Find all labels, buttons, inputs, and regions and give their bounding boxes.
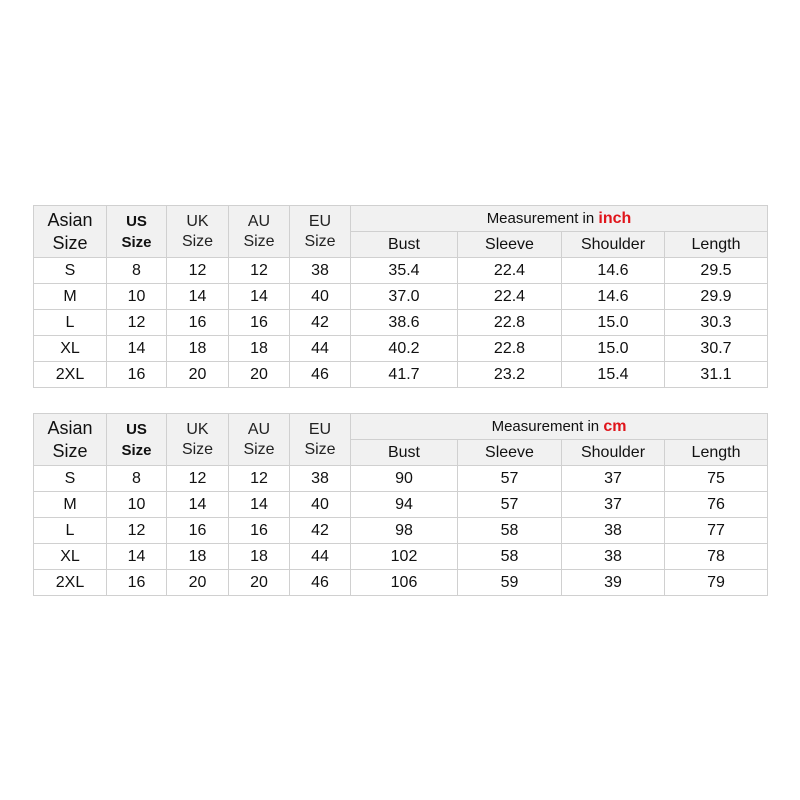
cell-us-size: 16 — [107, 570, 167, 596]
cell-au-size: 18 — [229, 336, 290, 362]
header-bust: Bust — [351, 232, 458, 258]
cell-sleeve: 22.8 — [458, 310, 562, 336]
cell-length: 31.1 — [665, 362, 768, 388]
header-measurement-cm: Measurement in cm — [351, 414, 768, 440]
cell-uk-size: 18 — [167, 336, 229, 362]
cell-asian-size: 2XL — [34, 362, 107, 388]
cell-length: 29.9 — [665, 284, 768, 310]
unit-label: inch — [598, 209, 632, 227]
header-sleeve: Sleeve — [458, 232, 562, 258]
cell-au-size: 12 — [229, 258, 290, 284]
header-au-size: AU Size — [229, 206, 290, 258]
table-row — [34, 518, 768, 544]
cell-shoulder: 15.4 — [562, 362, 665, 388]
cell-uk-size: 20 — [167, 362, 229, 388]
cell-asian-size: 2XL — [34, 570, 107, 596]
header-uk-size: UK Size — [167, 206, 229, 258]
header-au-size: AU Size — [229, 414, 290, 466]
table-row — [34, 310, 768, 336]
cell-shoulder: 39 — [562, 570, 665, 596]
header-eu-size: EU Size — [290, 206, 351, 258]
cell-uk-size: 16 — [167, 518, 229, 544]
cell-uk-size: 20 — [167, 570, 229, 596]
table-row — [34, 492, 768, 518]
cell-uk-size: 12 — [167, 258, 229, 284]
cell-bust: 106 — [351, 570, 458, 596]
table-row — [34, 284, 768, 310]
cell-eu-size: 44 — [290, 336, 351, 362]
cell-us-size: 12 — [107, 310, 167, 336]
cell-au-size: 18 — [229, 544, 290, 570]
cell-au-size: 14 — [229, 492, 290, 518]
cell-shoulder: 38 — [562, 544, 665, 570]
cell-au-size: 12 — [229, 466, 290, 492]
cell-sleeve: 22.4 — [458, 258, 562, 284]
table-row — [34, 258, 768, 284]
cell-eu-size: 44 — [290, 544, 351, 570]
cell-sleeve: 58 — [458, 544, 562, 570]
table-row — [34, 362, 768, 388]
cell-length: 79 — [665, 570, 768, 596]
cell-bust: 37.0 — [351, 284, 458, 310]
cell-uk-size: 14 — [167, 284, 229, 310]
cell-asian-size: S — [34, 258, 107, 284]
cell-sleeve: 22.8 — [458, 336, 562, 362]
header-bust: Bust — [351, 440, 458, 466]
header-shoulder: Shoulder — [562, 232, 665, 258]
cell-shoulder: 14.6 — [562, 284, 665, 310]
cell-asian-size: M — [34, 284, 107, 310]
cell-uk-size: 18 — [167, 544, 229, 570]
cell-au-size: 16 — [229, 310, 290, 336]
cell-shoulder: 15.0 — [562, 336, 665, 362]
cell-length: 29.5 — [665, 258, 768, 284]
cell-shoulder: 14.6 — [562, 258, 665, 284]
header-sleeve: Sleeve — [458, 440, 562, 466]
cell-asian-size: S — [34, 466, 107, 492]
header-shoulder: Shoulder — [562, 440, 665, 466]
cell-bust: 35.4 — [351, 258, 458, 284]
cell-bust: 40.2 — [351, 336, 458, 362]
cell-bust: 38.6 — [351, 310, 458, 336]
cell-us-size: 16 — [107, 362, 167, 388]
cell-length: 77 — [665, 518, 768, 544]
cell-shoulder: 15.0 — [562, 310, 665, 336]
cell-length: 78 — [665, 544, 768, 570]
cell-asian-size: XL — [34, 544, 107, 570]
cell-bust: 94 — [351, 492, 458, 518]
cell-sleeve: 59 — [458, 570, 562, 596]
cell-sleeve: 23.2 — [458, 362, 562, 388]
cell-uk-size: 12 — [167, 466, 229, 492]
cell-sleeve: 57 — [458, 466, 562, 492]
cell-us-size: 8 — [107, 258, 167, 284]
cell-sleeve: 22.4 — [458, 284, 562, 310]
cell-asian-size: L — [34, 310, 107, 336]
header-asian-size: Asian Size — [34, 206, 107, 258]
cell-eu-size: 46 — [290, 570, 351, 596]
cell-eu-size: 42 — [290, 518, 351, 544]
cell-eu-size: 40 — [290, 492, 351, 518]
header-us-size: US Size — [107, 206, 167, 258]
cell-au-size: 20 — [229, 362, 290, 388]
header-measurement-inch: Measurement in inch — [351, 206, 768, 232]
cell-asian-size: L — [34, 518, 107, 544]
cell-us-size: 10 — [107, 492, 167, 518]
cell-eu-size: 38 — [290, 466, 351, 492]
size-chart-inch — [33, 205, 768, 388]
header-length: Length — [665, 232, 768, 258]
cell-us-size: 8 — [107, 466, 167, 492]
cell-bust: 102 — [351, 544, 458, 570]
cell-length: 75 — [665, 466, 768, 492]
cell-asian-size: XL — [34, 336, 107, 362]
cell-sleeve: 57 — [458, 492, 562, 518]
cell-eu-size: 42 — [290, 310, 351, 336]
cell-uk-size: 14 — [167, 492, 229, 518]
header-length: Length — [665, 440, 768, 466]
table-row — [34, 336, 768, 362]
cell-eu-size: 40 — [290, 284, 351, 310]
header-eu-size: EU Size — [290, 414, 351, 466]
cell-us-size: 12 — [107, 518, 167, 544]
header-asian-size: Asian Size — [34, 414, 107, 466]
header-us-size: US Size — [107, 414, 167, 466]
cell-shoulder: 37 — [562, 492, 665, 518]
table-row — [34, 570, 768, 596]
cell-shoulder: 38 — [562, 518, 665, 544]
cell-eu-size: 46 — [290, 362, 351, 388]
cell-au-size: 20 — [229, 570, 290, 596]
cell-shoulder: 37 — [562, 466, 665, 492]
cell-length: 30.3 — [665, 310, 768, 336]
unit-label: cm — [603, 417, 627, 435]
cell-bust: 90 — [351, 466, 458, 492]
cell-us-size: 10 — [107, 284, 167, 310]
cell-us-size: 14 — [107, 544, 167, 570]
cell-us-size: 14 — [107, 336, 167, 362]
cell-length: 76 — [665, 492, 768, 518]
cell-au-size: 14 — [229, 284, 290, 310]
table-row — [34, 544, 768, 570]
size-chart-cm — [33, 413, 768, 596]
cell-sleeve: 58 — [458, 518, 562, 544]
table-row — [34, 466, 768, 492]
cell-au-size: 16 — [229, 518, 290, 544]
cell-asian-size: M — [34, 492, 107, 518]
cell-eu-size: 38 — [290, 258, 351, 284]
header-uk-size: UK Size — [167, 414, 229, 466]
cell-uk-size: 16 — [167, 310, 229, 336]
cell-length: 30.7 — [665, 336, 768, 362]
cell-bust: 41.7 — [351, 362, 458, 388]
cell-bust: 98 — [351, 518, 458, 544]
